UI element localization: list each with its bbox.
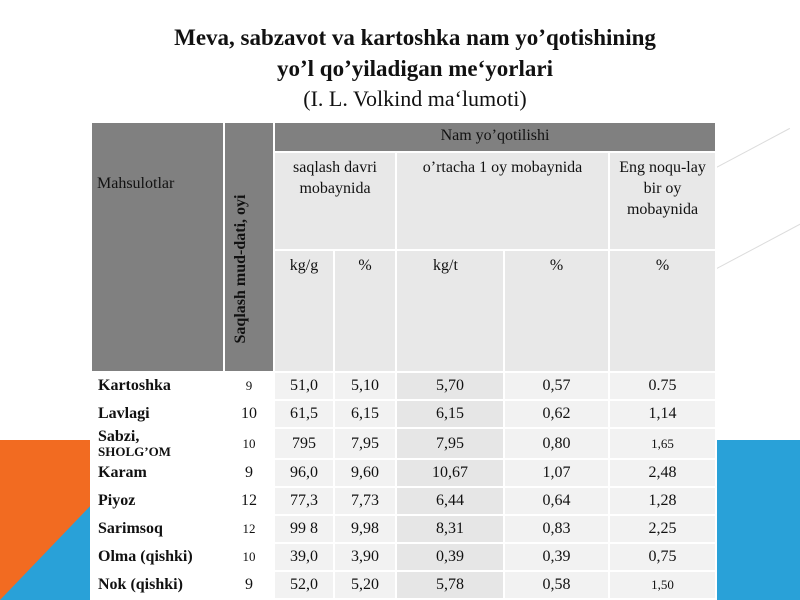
product-name-line1: Sabzi,: [98, 428, 140, 445]
header-storage-period: [224, 122, 274, 372]
cell: 7,95: [396, 428, 504, 459]
months: 9: [224, 459, 274, 487]
product-name: Kartoshka: [91, 372, 224, 400]
unit-kg-t: kg/t: [396, 250, 504, 372]
cell: 6,15: [334, 400, 396, 428]
cell: 5,78: [396, 571, 504, 599]
cell: 39,0: [274, 543, 334, 571]
cell: 2,25: [609, 515, 716, 543]
months: 9: [224, 372, 274, 400]
cell: 51,0: [274, 372, 334, 400]
header-moisture-loss: Nam yo’qotilishi: [274, 122, 716, 152]
title-line-1: Meva, sabzavot va kartoshka nam yo’qotishining: [174, 25, 656, 50]
product-name: Piyoz: [91, 487, 224, 515]
cell: 7,73: [334, 487, 396, 515]
cell: 3,90: [334, 543, 396, 571]
table-row: [91, 487, 716, 515]
cell: 0.75: [609, 372, 716, 400]
table-row: [91, 428, 716, 459]
table-row: [91, 515, 716, 543]
cell: 1,07: [504, 459, 609, 487]
table-row: [91, 571, 716, 599]
months: 12: [224, 487, 274, 515]
cell: 0,75: [609, 543, 716, 571]
cell: 10,67: [396, 459, 504, 487]
product-name: Olma (qishki): [91, 543, 224, 571]
cell: 6,44: [396, 487, 504, 515]
product-name-line2: SHOLG’OM: [98, 444, 171, 459]
months: 10: [224, 543, 274, 571]
cell: 6,15: [396, 400, 504, 428]
cell: 7,95: [334, 428, 396, 459]
header-worst-month: Eng noqu-lay bir oy mobaynida: [609, 152, 716, 250]
cell: 1,14: [609, 400, 716, 428]
moisture-loss-table: [90, 121, 717, 600]
header-products: Mahsulotlar: [91, 122, 224, 372]
cell: 8,31: [396, 515, 504, 543]
title-line-2: yo’l qo’yiladigan me‘yorlari: [277, 56, 553, 81]
cell: 0,39: [396, 543, 504, 571]
months: 12: [224, 515, 274, 543]
cell: 9,60: [334, 459, 396, 487]
cell: 1,50: [609, 571, 716, 599]
cell: 9,98: [334, 515, 396, 543]
product-name: Karam: [91, 459, 224, 487]
cell: 0,58: [504, 571, 609, 599]
cell: 99 8: [274, 515, 334, 543]
months: 10: [224, 400, 274, 428]
cell: 96,0: [274, 459, 334, 487]
product-name: Nok (qishki): [91, 571, 224, 599]
blue-decoration-left: [0, 500, 96, 600]
blue-decoration-right: [710, 440, 800, 600]
cell: 5,20: [334, 571, 396, 599]
unit-percent: %: [334, 250, 396, 372]
cell: 795: [274, 428, 334, 459]
cell: 52,0: [274, 571, 334, 599]
months: 9: [224, 571, 274, 599]
cell: 0,80: [504, 428, 609, 459]
product-name: [91, 428, 224, 459]
table-row: [91, 543, 716, 571]
cell: 5,10: [334, 372, 396, 400]
cell: 77,3: [274, 487, 334, 515]
cell: 1,28: [609, 487, 716, 515]
table-row: [91, 459, 716, 487]
cell: 0,57: [504, 372, 609, 400]
cell: 5,70: [396, 372, 504, 400]
cell: 61,5: [274, 400, 334, 428]
slide-title: [0, 22, 800, 114]
product-name: Lavlagi: [91, 400, 224, 428]
table-row: [91, 372, 716, 400]
cell: 2,48: [609, 459, 716, 487]
header-monthly-average: o’rtacha 1 oy mobaynida: [396, 152, 609, 250]
months: 10: [224, 428, 274, 459]
cell: 0,83: [504, 515, 609, 543]
unit-kg-g: kg/g: [274, 250, 334, 372]
product-name: Sarimsoq: [91, 515, 224, 543]
cell: 0,64: [504, 487, 609, 515]
header-storage-period-text: Saqlash mud-dati, oyi: [232, 194, 249, 344]
cell: 1,65: [609, 428, 716, 459]
unit-percent: %: [504, 250, 609, 372]
cell: 0,62: [504, 400, 609, 428]
cell: 0,39: [504, 543, 609, 571]
table-row: [91, 400, 716, 428]
unit-percent: %: [609, 250, 716, 372]
header-storage-duration: saqlash davri mobaynida: [274, 152, 396, 250]
title-source: (I. L. Volkind ma‘lumoti): [303, 86, 527, 111]
